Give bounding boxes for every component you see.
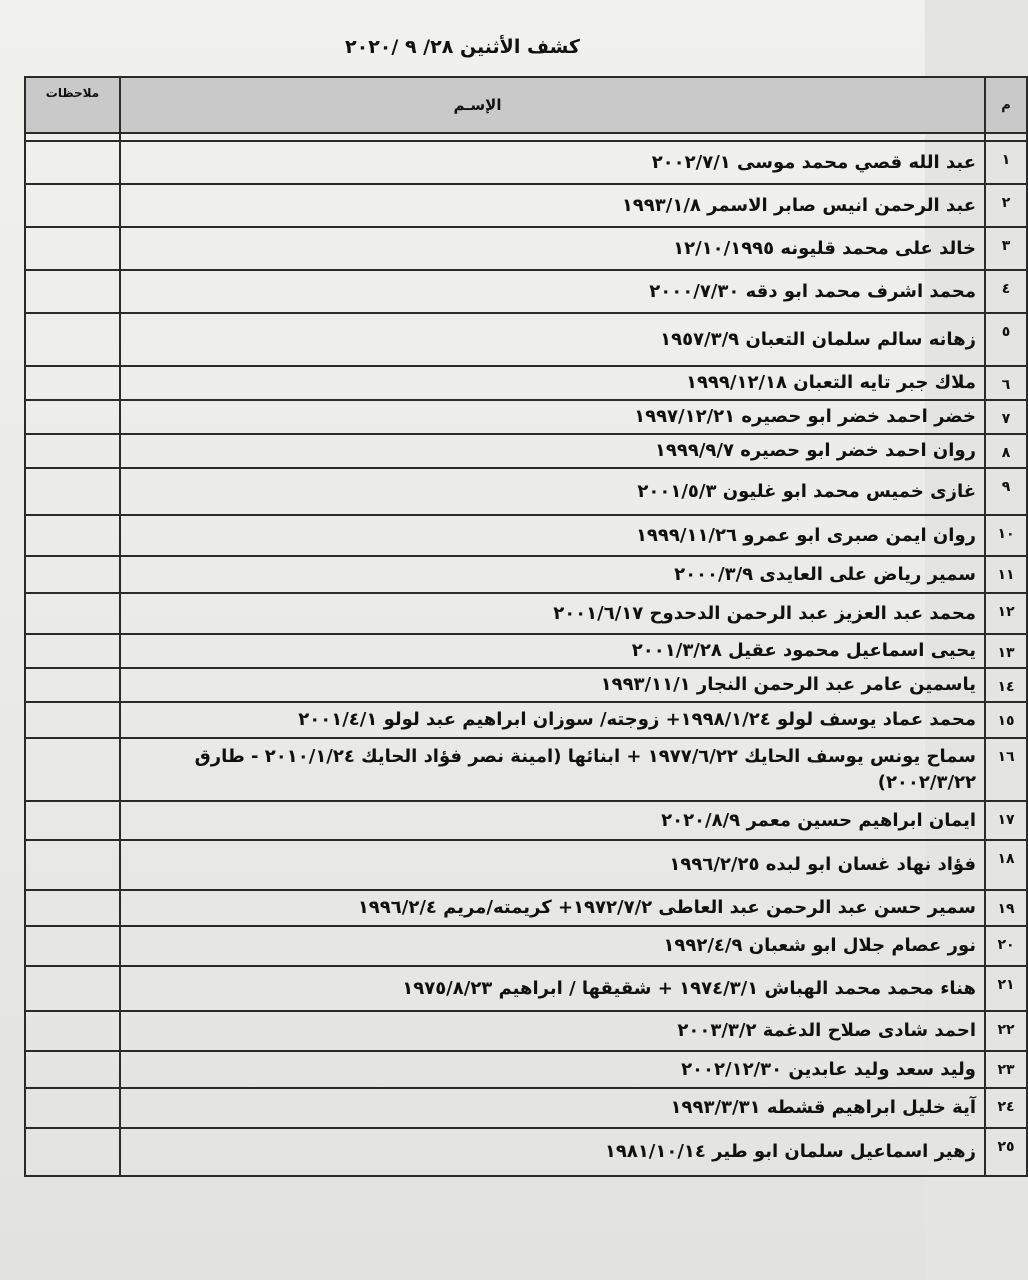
row-name: سمير حسن عبد الرحمن عبد العاطى ١٩٧٢/٧/٢+ كريمته/مريم ١٩٩٦/٢/٤ [120, 890, 985, 926]
row-number: ١٨ [985, 840, 1027, 890]
row-number: ٣ [985, 227, 1027, 270]
row-name: محمد عماد يوسف لولو ١٩٩٨/١/٢٤+ زوجته/ سوزان ابراهيم عبد لولو ٢٠٠١/٤/١ [120, 702, 985, 738]
row-notes [25, 400, 120, 434]
row-number: ١٦ [985, 738, 1027, 801]
row-notes [25, 593, 120, 634]
header-number: م [985, 77, 1027, 133]
table-row [25, 1088, 1027, 1128]
row-name: فؤاد نهاد غسان ابو لبده ١٩٩٦/٢/٢٥ [120, 840, 985, 890]
row-notes [25, 1051, 120, 1088]
table-row [25, 702, 1027, 738]
row-number: ٤ [985, 270, 1027, 313]
header-notes: ملاحظات [25, 77, 120, 133]
table-row [25, 1051, 1027, 1088]
table-row [25, 366, 1027, 400]
row-notes [25, 840, 120, 890]
row-number: ٥ [985, 313, 1027, 366]
table-row [25, 1128, 1027, 1176]
names-table [24, 76, 1028, 1177]
row-name: نور عصام جلال ابو شعبان ١٩٩٢/٤/٩ [120, 926, 985, 966]
row-notes [25, 434, 120, 468]
row-notes [25, 1128, 120, 1176]
table-row [25, 668, 1027, 702]
row-number: ١٠ [985, 515, 1027, 556]
row-number: ١٥ [985, 702, 1027, 738]
row-name: خالد على محمد قليونه ١٢/١٠/١٩٩٥ [120, 227, 985, 270]
table-row [25, 468, 1027, 515]
row-notes [25, 184, 120, 227]
row-number: ٢٠ [985, 926, 1027, 966]
row-name: احمد شادى صلاح الدغمة ٢٠٠٣/٣/٢ [120, 1011, 985, 1051]
row-number: ٩ [985, 468, 1027, 515]
row-number: ١٣ [985, 634, 1027, 668]
row-notes [25, 801, 120, 840]
row-name: ايمان ابراهيم حسين معمر ٢٠٢٠/٨/٩ [120, 801, 985, 840]
row-number: ١١ [985, 556, 1027, 593]
row-number: ١٤ [985, 668, 1027, 702]
row-name: وليد سعد وليد عابدين ٢٠٠٢/١٢/٣٠ [120, 1051, 985, 1088]
table-row [25, 313, 1027, 366]
row-number: ٢ [985, 184, 1027, 227]
row-number: ١٢ [985, 593, 1027, 634]
row-name: روان ايمن صبرى ابو عمرو ١٩٩٩/١١/٢٦ [120, 515, 985, 556]
table-row [25, 593, 1027, 634]
table-row [25, 840, 1027, 890]
row-name: سمير رياض على العايدى ٢٠٠٠/٣/٩ [120, 556, 985, 593]
row-name: يحيى اسماعيل محمود عقيل ٢٠٠١/٣/٢٨ [120, 634, 985, 668]
table-row [25, 434, 1027, 468]
row-notes [25, 890, 120, 926]
table-row [25, 966, 1027, 1011]
row-notes [25, 515, 120, 556]
table-row [25, 801, 1027, 840]
row-name: ياسمين عامر عبد الرحمن النجار ١٩٩٣/١١/١ [120, 668, 985, 702]
row-name: ملاك جبر تايه التعبان ١٩٩٩/١٢/١٨ [120, 366, 985, 400]
row-name: هناء محمد محمد الهباش ١٩٧٤/٣/١ + شقيقها / ابراهيم ١٩٧٥/٨/٢٣ [120, 966, 985, 1011]
row-name: محمد اشرف محمد ابو دقه ٢٠٠٠/٧/٣٠ [120, 270, 985, 313]
row-notes [25, 366, 120, 400]
row-name: زهير اسماعيل سلمان ابو طير ١٩٨١/١٠/١٤ [120, 1128, 985, 1176]
row-notes [25, 556, 120, 593]
table-row [25, 515, 1027, 556]
row-name: آية خليل ابراهيم قشطه ١٩٩٣/٣/٣١ [120, 1088, 985, 1128]
row-name: محمد عبد العزيز عبد الرحمن الدحدوح ٢٠٠١/٦/١٧ [120, 593, 985, 634]
page-title: كشف الأثنين ٢٨/ ٩ /٢٠٢٠ [345, 36, 580, 58]
row-notes [25, 926, 120, 966]
row-notes [25, 702, 120, 738]
table-row [25, 1011, 1027, 1051]
row-notes [25, 468, 120, 515]
row-notes [25, 227, 120, 270]
table-row [25, 556, 1027, 593]
row-number: ٨ [985, 434, 1027, 468]
row-number: ٧ [985, 400, 1027, 434]
row-notes [25, 668, 120, 702]
row-name: غازى خميس محمد ابو غليون ٢٠٠١/٥/٣ [120, 468, 985, 515]
table-row [25, 890, 1027, 926]
table-row [25, 634, 1027, 668]
row-number: ٢٤ [985, 1088, 1027, 1128]
table-row [25, 227, 1027, 270]
row-name: خضر احمد خضر ابو حصيره ١٩٩٧/١٢/٢١ [120, 400, 985, 434]
table-row [25, 738, 1027, 801]
row-number: ٢٥ [985, 1128, 1027, 1176]
row-name: روان احمد خضر ابو حصيره ١٩٩٩/٩/٧ [120, 434, 985, 468]
header-name: الإسـم [120, 77, 985, 133]
row-name: عبد الرحمن انيس صابر الاسمر ١٩٩٣/١/٨ [120, 184, 985, 227]
row-number: ٢١ [985, 966, 1027, 1011]
table-row [25, 270, 1027, 313]
row-notes [25, 270, 120, 313]
row-notes [25, 966, 120, 1011]
table-row [25, 926, 1027, 966]
row-name: زهانه سالم سلمان التعبان ١٩٥٧/٣/٩ [120, 313, 985, 366]
row-notes [25, 1088, 120, 1128]
table-row [25, 400, 1027, 434]
table-spacer [25, 133, 1027, 141]
row-notes [25, 1011, 120, 1051]
row-notes [25, 141, 120, 184]
table-header-row [25, 77, 1027, 133]
row-number: ٢٣ [985, 1051, 1027, 1088]
row-number: ١٩ [985, 890, 1027, 926]
row-number: ٦ [985, 366, 1027, 400]
row-notes [25, 313, 120, 366]
row-number: ١ [985, 141, 1027, 184]
table-body [25, 133, 1027, 1176]
row-number: ١٧ [985, 801, 1027, 840]
row-notes [25, 738, 120, 801]
row-name: سماح يونس يوسف الحايك ١٩٧٧/٦/٢٢ + ابنائها (امينة نصر فؤاد الحايك ٢٠١٠/١/٢٤ - طارق ٢٠٠٢/٣/٢٢) [120, 738, 985, 801]
row-name: عبد الله قصي محمد موسى ٢٠٠٢/٧/١ [120, 141, 985, 184]
row-number: ٢٢ [985, 1011, 1027, 1051]
table-row [25, 141, 1027, 184]
table-row [25, 184, 1027, 227]
row-notes [25, 634, 120, 668]
